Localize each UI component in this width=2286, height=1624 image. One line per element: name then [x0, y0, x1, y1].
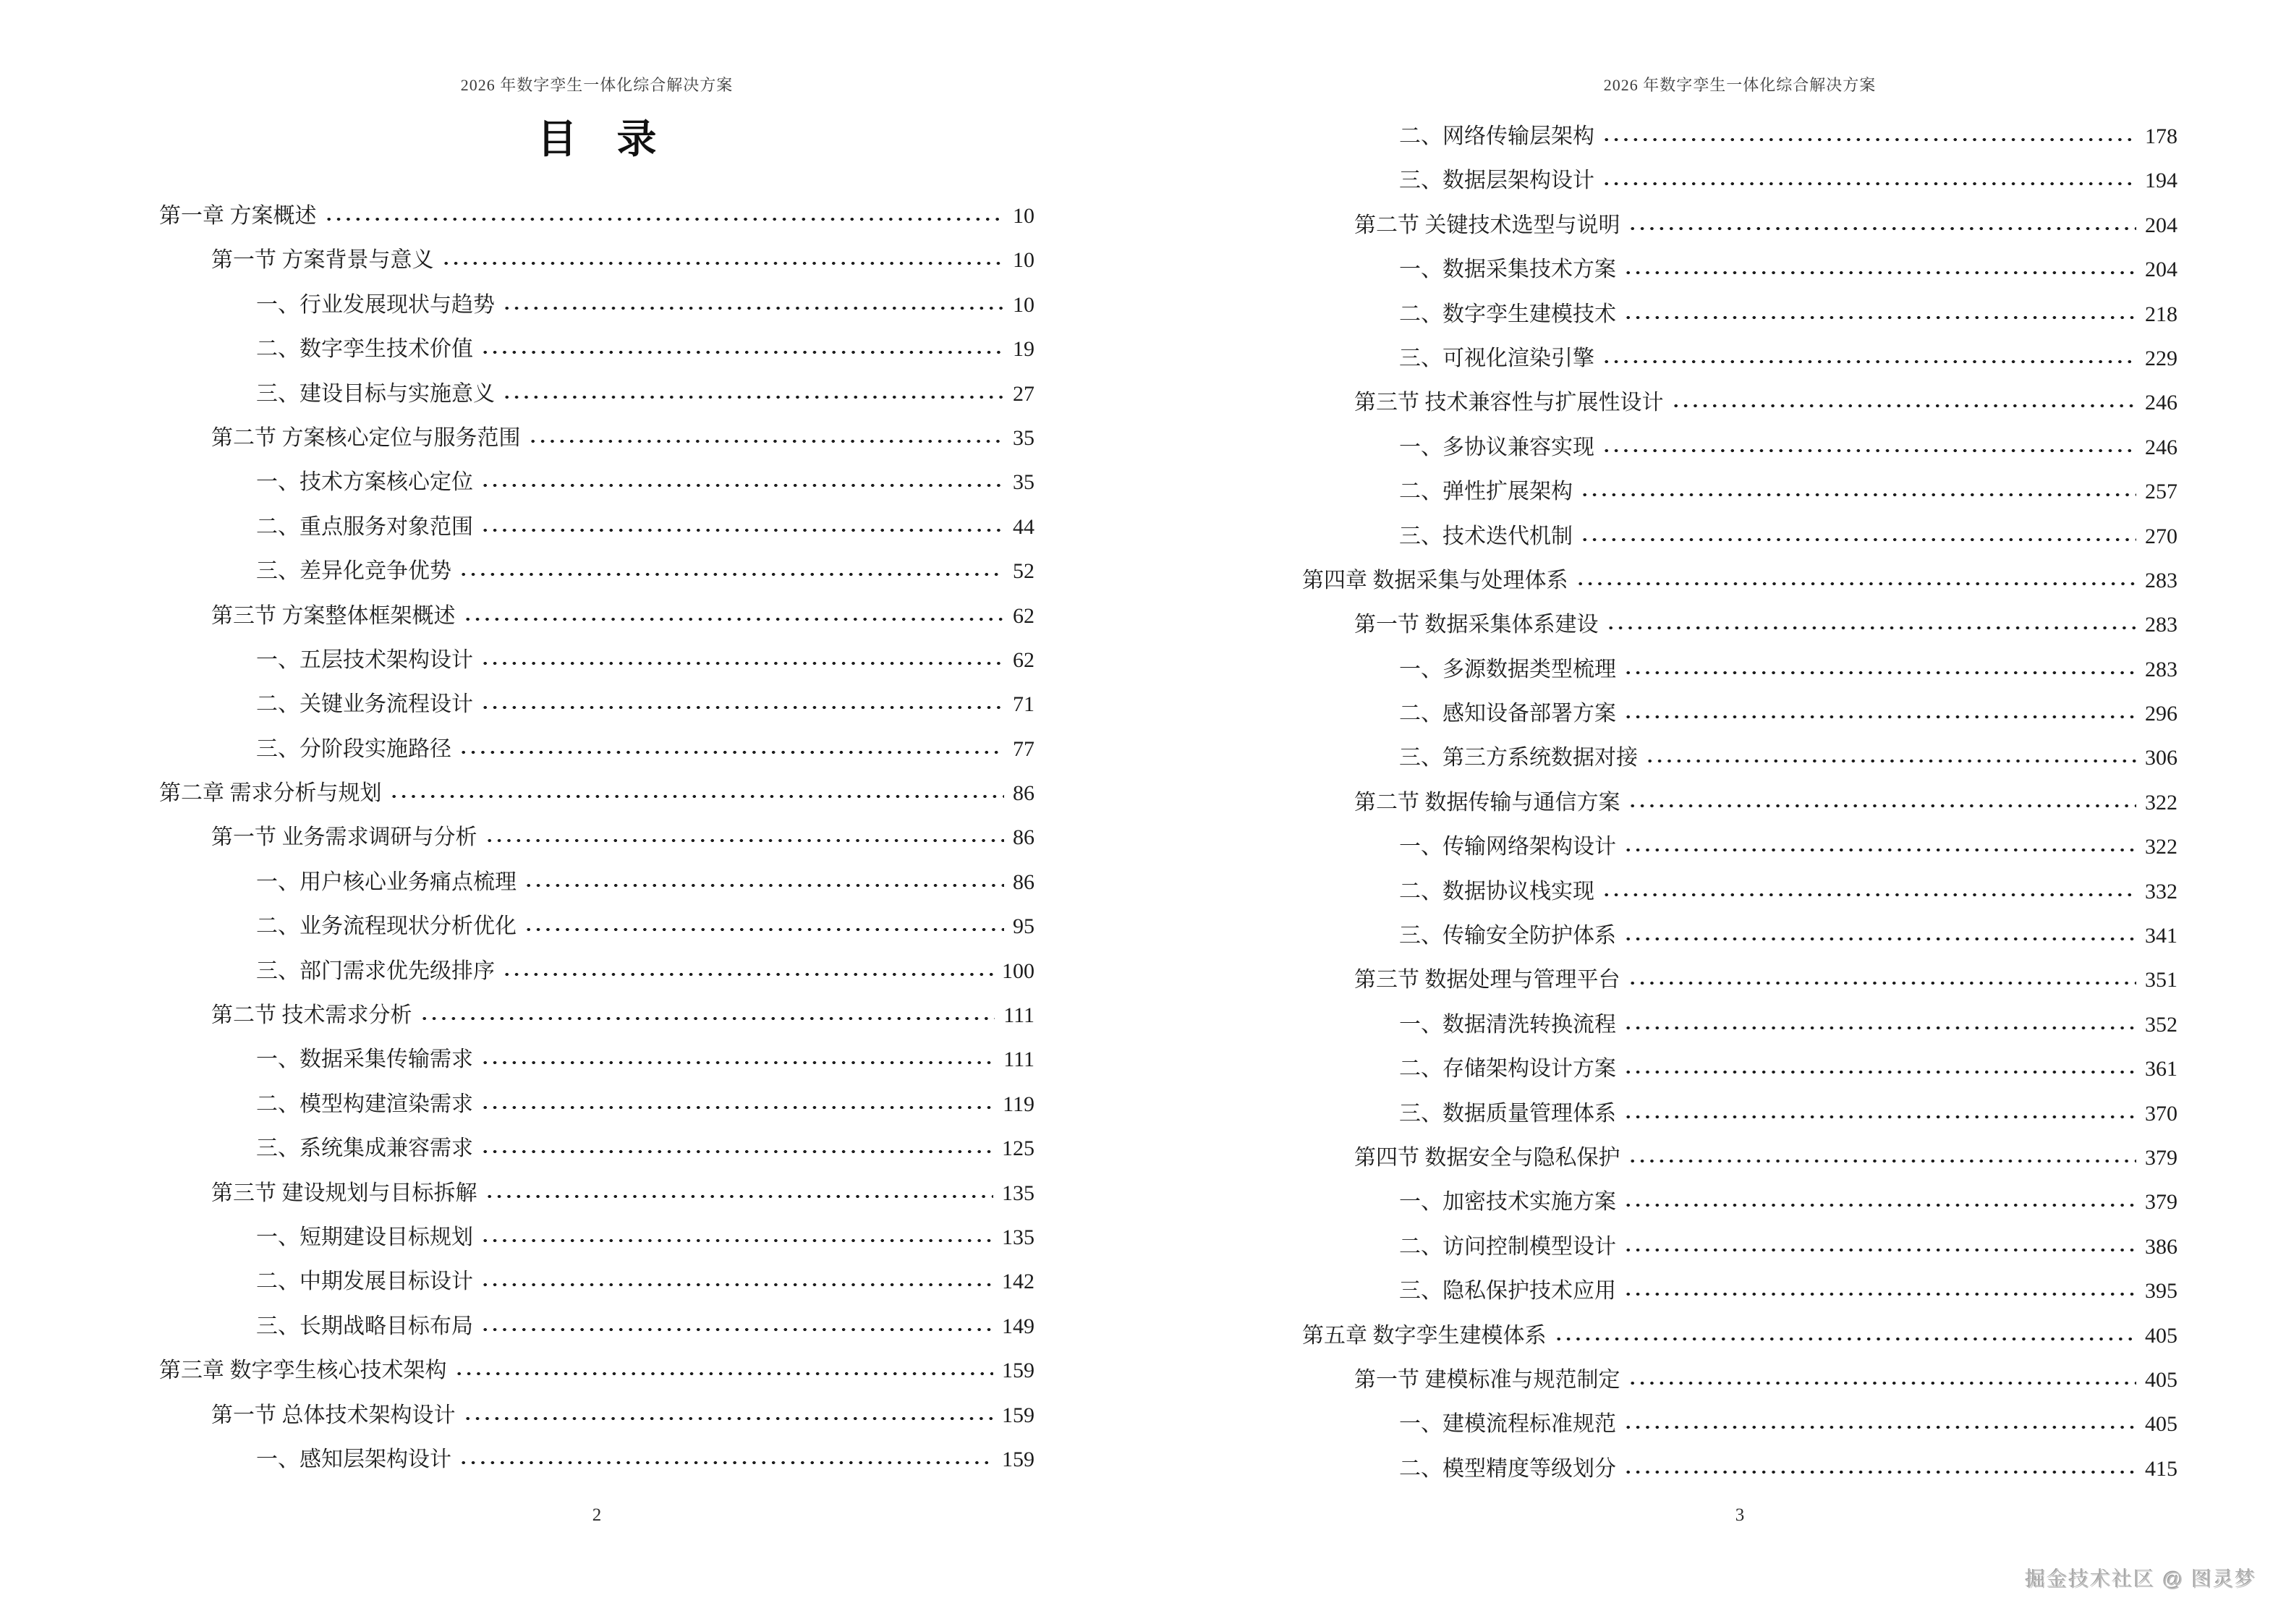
dot-leader: [1623, 1068, 2136, 1076]
toc-entry: [159, 416, 1034, 460]
toc-entry-page-number: 178: [2145, 124, 2177, 148]
toc-entry: [1302, 1402, 2177, 1446]
toc-entry: [1302, 1447, 2177, 1491]
toc-entry-page-number: 257: [2145, 480, 2177, 504]
toc-entry-page-number: 405: [2145, 1412, 2177, 1437]
toc-entry: [159, 1215, 1034, 1259]
dot-leader: [1628, 1157, 2137, 1165]
toc-entry-page-number: 204: [2145, 213, 2177, 237]
dot-leader: [1623, 314, 2136, 321]
toc-entry-page-number: 77: [1013, 736, 1034, 761]
toc-entry-page-number: 322: [2145, 790, 2177, 815]
toc-entry: [1302, 603, 2177, 647]
toc-entry: [159, 949, 1034, 993]
dot-leader: [485, 1193, 994, 1200]
dot-leader: [1628, 802, 2137, 809]
toc-entry-label: 一、多源数据类型梳理: [1399, 657, 1616, 681]
dot-leader: [441, 260, 1005, 267]
toc-entry-page-number: 135: [1002, 1181, 1034, 1205]
toc-entry: [159, 549, 1034, 593]
toc-entry-label: 二、关键业务流程设计: [256, 692, 473, 717]
toc-entry: [159, 1082, 1034, 1126]
toc-entry-label: 第三节 技术兼容性与扩展性设计: [1354, 391, 1664, 415]
toc-entry: [159, 727, 1034, 771]
dot-leader: [1576, 580, 2137, 587]
toc-entry-page-number: 86: [1013, 825, 1034, 850]
toc-entry: [1302, 692, 2177, 736]
toc-entry-label: 第一节 业务需求调研与分析: [211, 825, 477, 850]
toc-entry-label: 一、行业发展现状与趋势: [256, 292, 495, 317]
toc-entry-label: 第三节 方案整体框架概述: [211, 603, 456, 628]
toc-entry-page-number: 111: [1003, 1047, 1034, 1072]
dot-leader: [1623, 1291, 2136, 1298]
toc-list: [1302, 114, 2177, 1491]
dot-leader: [1602, 180, 2136, 187]
dot-leader: [459, 571, 1004, 578]
dot-leader: [528, 438, 1005, 445]
toc-entry-label: 二、感知设备部署方案: [1399, 702, 1616, 726]
toc-entry-page-number: 111: [1003, 1003, 1034, 1028]
toc-entry-label: 二、弹性扩展架构: [1399, 480, 1573, 504]
toc-entry: [1302, 381, 2177, 425]
dot-leader: [1623, 846, 2136, 854]
dot-leader: [1628, 225, 2137, 232]
toc-entry: [1302, 514, 2177, 558]
dot-leader: [502, 971, 993, 978]
toc-entry-page-number: 35: [1013, 470, 1034, 495]
toc-entry-page-number: 27: [1013, 381, 1034, 406]
toc-entry-label: 一、五层技术架构设计: [256, 647, 473, 672]
dot-leader: [1623, 669, 2136, 676]
toc-entry: [159, 505, 1034, 549]
dot-leader: [502, 305, 1004, 312]
toc-entry-label: 第一章 方案概述: [159, 204, 317, 228]
dot-leader: [1623, 713, 2136, 720]
dot-leader: [324, 216, 1005, 223]
toc-entry-label: 三、建设目标与实施意义: [256, 381, 495, 406]
toc-entry-label: 三、可视化渲染引擎: [1399, 346, 1594, 370]
toc-entry: [159, 1259, 1034, 1304]
toc-entry-label: 第一节 总体技术架构设计: [211, 1403, 456, 1427]
dot-leader: [480, 660, 1004, 667]
dot-leader: [389, 793, 1005, 800]
toc-entry: [159, 238, 1034, 282]
toc-entry-page-number: 386: [2145, 1234, 2177, 1259]
dot-leader: [480, 1326, 993, 1333]
toc-entry-page-number: 159: [1002, 1447, 1034, 1471]
toc-entry-label: 二、数字孪生建模技术: [1399, 302, 1616, 326]
dot-leader: [1645, 757, 2136, 765]
toc-entry-label: 一、多协议兼容实现: [1399, 435, 1594, 459]
toc-entry: [1302, 1003, 2177, 1047]
toc-entry-page-number: 119: [1003, 1092, 1034, 1116]
toc-entry-label: 二、数字孪生技术价值: [256, 337, 473, 362]
toc-entry-page-number: 62: [1013, 603, 1034, 628]
toc-entry-page-number: 352: [2145, 1012, 2177, 1037]
toc-entry-page-number: 125: [1002, 1136, 1034, 1161]
toc-entry-page-number: 379: [2145, 1190, 2177, 1215]
toc-entry-label: 一、用户核心业务痛点梳理: [256, 870, 517, 894]
toc-entry-page-number: 361: [2145, 1057, 2177, 1081]
toc-entry-page-number: 86: [1013, 870, 1034, 894]
toc-entry: [159, 372, 1034, 416]
toc-entry: [1302, 1180, 2177, 1224]
toc-entry: [1302, 1358, 2177, 1402]
toc-entry-label: 第三节 建设规划与目标拆解: [211, 1181, 477, 1205]
toc-entry-page-number: 194: [2145, 169, 2177, 193]
toc-entry-label: 二、访问控制模型设计: [1399, 1234, 1616, 1259]
toc-list: [159, 194, 1034, 1481]
toc-entry: [1302, 781, 2177, 825]
toc-entry-label: 三、数据质量管理体系: [1399, 1101, 1616, 1126]
toc-entry-page-number: 405: [2145, 1323, 2177, 1348]
dot-leader: [463, 616, 1005, 623]
dot-leader: [480, 1104, 994, 1111]
dot-leader: [480, 1237, 993, 1244]
dot-leader: [480, 349, 1004, 356]
toc-entry-label: 第五章 数字孪生建模体系: [1302, 1323, 1547, 1348]
toc-entry: [1302, 736, 2177, 780]
dot-leader: [1580, 491, 2136, 498]
dot-leader: [1606, 624, 2137, 632]
toc-entry-label: 一、技术方案核心定位: [256, 470, 473, 495]
toc-entry: [159, 815, 1034, 859]
toc-entry: [159, 904, 1034, 948]
toc-entry: [159, 1437, 1034, 1481]
dot-leader: [524, 882, 1004, 889]
toc-entry-page-number: 405: [2145, 1367, 2177, 1392]
dot-leader: [480, 1059, 995, 1066]
toc-entry-page-number: 246: [2145, 391, 2177, 415]
toc-entry-label: 第二节 数据传输与通信方案: [1354, 790, 1620, 815]
toc-entry-page-number: 270: [2145, 524, 2177, 548]
toc-entry-label: 二、模型构建渲染需求: [256, 1092, 473, 1116]
toc-entry-page-number: 149: [1002, 1314, 1034, 1338]
dot-leader: [1623, 935, 2136, 943]
toc-entry-label: 一、短期建设目标规划: [256, 1225, 473, 1249]
dot-leader: [480, 1281, 993, 1288]
toc-entry-label: 三、部门需求优先级排序: [256, 958, 495, 983]
toc-entry-label: 一、加密技术实施方案: [1399, 1190, 1616, 1215]
toc-entry-page-number: 142: [1002, 1270, 1034, 1294]
toc-entry-label: 第三章 数字孪生核心技术架构: [159, 1359, 447, 1383]
toc-entry-label: 一、数据清洗转换流程: [1399, 1012, 1616, 1037]
dot-leader: [1623, 1468, 2136, 1476]
toc-entry: [1302, 958, 2177, 1002]
toc-entry-label: 一、建模流程标准规范: [1399, 1412, 1616, 1437]
toc-entry: [1302, 1047, 2177, 1091]
toc-entry-label: 二、网络传输层架构: [1399, 124, 1594, 148]
dot-leader: [1602, 358, 2136, 365]
toc-entry-label: 三、系统集成兼容需求: [256, 1136, 473, 1161]
toc-entry-page-number: 44: [1013, 514, 1034, 539]
toc-entry-label: 三、长期战略目标布局: [256, 1314, 473, 1338]
toc-entry-page-number: 322: [2145, 835, 2177, 859]
toc-entry: [159, 1348, 1034, 1393]
toc-entry: [1302, 558, 2177, 603]
page-number-footer: 3: [1735, 1505, 1745, 1525]
toc-entry: [159, 638, 1034, 682]
toc-entry: [1302, 292, 2177, 336]
toc-entry-label: 三、数据层架构设计: [1399, 169, 1594, 193]
toc-entry-page-number: 283: [2145, 657, 2177, 681]
toc-entry: [159, 460, 1034, 504]
toc-entry: [1302, 825, 2177, 869]
toc-entry-page-number: 100: [1002, 958, 1034, 983]
toc-entry: [1302, 1314, 2177, 1358]
toc-entry: [159, 1171, 1034, 1215]
toc-entry: [1302, 1136, 2177, 1180]
toc-entry-page-number: 135: [1002, 1225, 1034, 1249]
toc-entry: [1302, 203, 2177, 247]
toc-entry-label: 二、业务流程现状分析优化: [256, 914, 517, 939]
page-header: 2026 年数字孪生一体化综合解决方案: [1603, 76, 1877, 94]
toc-entry: [159, 860, 1034, 904]
dot-leader: [480, 482, 1004, 489]
toc-entry-label: 三、分阶段实施路径: [256, 736, 451, 761]
toc-entry: [159, 327, 1034, 371]
toc-entry-page-number: 370: [2145, 1101, 2177, 1126]
toc-entry-page-number: 159: [1002, 1403, 1034, 1427]
toc-entry-page-number: 283: [2145, 568, 2177, 592]
dot-leader: [1602, 447, 2136, 454]
toc-entry: [1302, 647, 2177, 692]
toc-entry-label: 第三节 数据处理与管理平台: [1354, 968, 1620, 992]
document-page-right: [1143, 0, 2286, 1624]
toc-entry-page-number: 10: [1013, 248, 1034, 273]
toc-entry: [159, 194, 1034, 238]
toc-entry-label: 二、存储架构设计方案: [1399, 1057, 1616, 1081]
toc-entry-page-number: 19: [1013, 337, 1034, 362]
toc-entry: [1302, 425, 2177, 469]
dot-leader: [524, 926, 1004, 933]
toc-entry: [159, 993, 1034, 1037]
toc-entry: [1302, 1225, 2177, 1269]
toc-entry-label: 第二节 方案核心定位与服务范围: [211, 425, 521, 450]
toc-entry-page-number: 204: [2145, 258, 2177, 282]
toc-entry-label: 三、第三方系统数据对接: [1399, 746, 1638, 770]
toc-entry-label: 二、中期发展目标设计: [256, 1270, 473, 1294]
toc-entry: [159, 594, 1034, 638]
toc-entry-page-number: 351: [2145, 968, 2177, 992]
toc-entry: [1302, 158, 2177, 203]
dot-leader: [480, 1148, 993, 1155]
toc-entry: [159, 1037, 1034, 1081]
dot-leader: [1623, 1024, 2136, 1032]
dot-leader: [502, 394, 1004, 401]
toc-entry-label: 一、数据采集传输需求: [256, 1047, 473, 1072]
dot-leader: [463, 1415, 994, 1422]
toc-title: 目 录: [537, 117, 657, 161]
toc-entry-page-number: 395: [2145, 1279, 2177, 1304]
dot-leader: [480, 527, 1004, 534]
toc-entry: [159, 1393, 1034, 1437]
watermark: 掘金技术社区 @ 图灵梦: [2026, 1568, 2257, 1591]
toc-entry-page-number: 10: [1013, 292, 1034, 317]
dot-leader: [420, 1015, 995, 1022]
dot-leader: [459, 1459, 993, 1466]
toc-entry-label: 第一节 数据采集体系建设: [1354, 613, 1599, 637]
dot-leader: [1602, 136, 2136, 143]
toc-entry-label: 一、感知层架构设计: [256, 1447, 451, 1471]
toc-entry-page-number: 71: [1013, 692, 1034, 717]
toc-entry-page-number: 332: [2145, 879, 2177, 904]
dot-leader: [1671, 402, 2137, 409]
dot-leader: [1602, 891, 2136, 898]
toc-entry-label: 第四节 数据安全与隐私保护: [1354, 1145, 1620, 1170]
toc-entry: [159, 1126, 1034, 1170]
dot-leader: [1623, 269, 2136, 276]
toc-entry-page-number: 95: [1013, 914, 1034, 939]
toc-entry: [159, 771, 1034, 815]
toc-entry: [1302, 1092, 2177, 1136]
toc-entry: [1302, 870, 2177, 914]
toc-entry-page-number: 296: [2145, 702, 2177, 726]
toc-entry-label: 第二节 技术需求分析: [211, 1003, 412, 1028]
toc-entry-page-number: 415: [2145, 1456, 2177, 1481]
toc-entry-page-number: 283: [2145, 613, 2177, 637]
toc-entry-page-number: 52: [1013, 559, 1034, 584]
dot-leader: [1623, 1424, 2136, 1431]
toc-entry: [1302, 469, 2177, 514]
toc-entry-label: 第一节 方案背景与意义: [211, 248, 434, 273]
dot-leader: [1623, 1113, 2136, 1121]
toc-entry: [1302, 114, 2177, 158]
dot-leader: [480, 704, 1004, 711]
toc-entry: [1302, 336, 2177, 381]
dot-leader: [1628, 979, 2137, 987]
toc-entry-label: 一、传输网络架构设计: [1399, 835, 1616, 859]
toc-entry: [159, 682, 1034, 726]
dot-leader: [1623, 1246, 2136, 1254]
toc-entry: [159, 1304, 1034, 1348]
dot-leader: [1623, 1202, 2136, 1209]
toc-entry-label: 三、差异化竞争优势: [256, 559, 451, 584]
toc-entry-page-number: 306: [2145, 746, 2177, 770]
toc-entry: [1302, 247, 2177, 292]
toc-entry-label: 第二节 关键技术选型与说明: [1354, 213, 1620, 237]
toc-entry-page-number: 341: [2145, 924, 2177, 948]
toc-entry: [1302, 914, 2177, 958]
toc-entry: [159, 283, 1034, 327]
toc-entry-label: 第四章 数据采集与处理体系: [1302, 568, 1568, 592]
toc-entry-label: 二、模型精度等级划分: [1399, 1456, 1616, 1481]
dot-leader: [459, 749, 1004, 756]
toc-entry-page-number: 229: [2145, 346, 2177, 370]
dot-leader: [485, 837, 1005, 844]
dot-leader: [1580, 536, 2136, 543]
toc-entry-page-number: 62: [1013, 647, 1034, 672]
dot-leader: [1628, 1379, 2137, 1387]
toc-entry-page-number: 86: [1013, 781, 1034, 806]
toc-entry-page-number: 35: [1013, 425, 1034, 450]
toc-entry-page-number: 246: [2145, 435, 2177, 459]
toc-entry-label: 第一节 建模标准与规范制定: [1354, 1367, 1620, 1392]
toc-entry-label: 二、重点服务对象范围: [256, 514, 473, 539]
toc-entry-label: 一、数据采集技术方案: [1399, 258, 1616, 282]
dot-leader: [1554, 1335, 2137, 1343]
toc-entry: [1302, 1269, 2177, 1313]
toc-entry-page-number: 218: [2145, 302, 2177, 326]
toc-entry-label: 三、传输安全防护体系: [1399, 924, 1616, 948]
toc-entry-page-number: 379: [2145, 1145, 2177, 1170]
dot-leader: [454, 1370, 994, 1377]
toc-entry-page-number: 159: [1002, 1359, 1034, 1383]
toc-entry-label: 第二章 需求分析与规划: [159, 781, 382, 806]
page-header: 2026 年数字孪生一体化综合解决方案: [460, 76, 734, 94]
toc-entry-page-number: 10: [1013, 204, 1034, 228]
toc-entry-label: 三、隐私保护技术应用: [1399, 1279, 1616, 1304]
toc-entry-label: 三、技术迭代机制: [1399, 524, 1573, 548]
page-number-footer: 2: [592, 1505, 602, 1525]
toc-entry-label: 二、数据协议栈实现: [1399, 879, 1594, 904]
